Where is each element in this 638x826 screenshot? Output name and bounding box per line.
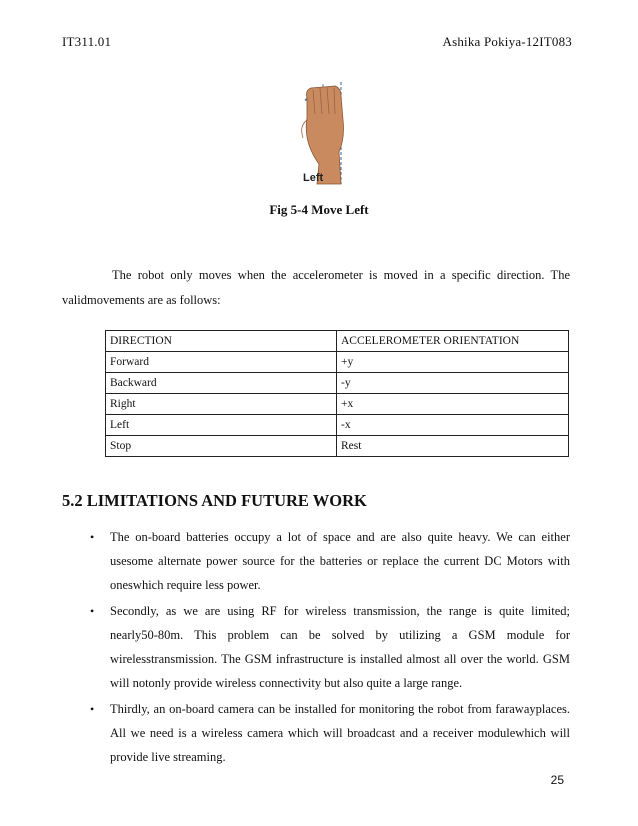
bullet-icon: • [90, 604, 95, 618]
table-row [106, 436, 569, 457]
table-cell: Forward [106, 352, 337, 373]
table-header-row [106, 331, 569, 352]
figure-caption: Fig 5-4 Move Left [269, 202, 369, 217]
page-number: 25 [550, 773, 564, 787]
intro-paragraph [62, 263, 570, 313]
table-cell: Rest [337, 436, 569, 457]
list-item [62, 525, 570, 597]
table-row [106, 352, 569, 373]
table-cell: -x [337, 415, 569, 436]
intro-paragraph-text: The robot only moves when the accelerometer is moved in a specific direction. The validmovements are as follows: [62, 268, 570, 307]
header-course-code: IT311.01 [62, 34, 112, 49]
list-item-text: Secondly, as we are using RF for wireless transmission, the range is quite limited; nearly50-80m. This problem can be solved by utilizing a GSM module for wirelesstransmission. The GSM infrastructure is installed almost all over the world. GSM will notonly provide wireless connectivity but also quite a large range. [110, 604, 570, 690]
list-item-text: Thirdly, an on-board camera can be installed for monitoring the robot from farawayplaces. All we need is a wireless camera which will broadcast and a receiver modulewhich will provide live streaming. [110, 702, 570, 764]
hand-tilt-left-image [283, 80, 373, 192]
list-item [62, 697, 570, 769]
section-title: 5.2 LIMITATIONS AND FUTURE WORK [62, 491, 367, 510]
table-header-cell: DIRECTION [106, 331, 337, 352]
table-cell: +x [337, 394, 569, 415]
table-cell: +y [337, 352, 569, 373]
table-row [106, 373, 569, 394]
bullet-icon: • [90, 530, 95, 544]
table-row [106, 394, 569, 415]
list-item-text: The on-board batteries occupy a lot of space and are also quite heavy. We can either usesome alternate power source for the batteries or replace the current DC Motors with oneswhich require less power. [110, 530, 570, 592]
table-row [106, 415, 569, 436]
table-header-cell: ACCELEROMETER ORIENTATION [337, 331, 569, 352]
table-cell: Backward [106, 373, 337, 394]
table-cell: Right [106, 394, 337, 415]
bullet-icon: • [90, 702, 95, 716]
figure-image-label: Left [303, 172, 324, 184]
limitations-list [62, 525, 570, 771]
direction-orientation-table [105, 330, 569, 457]
table-cell: -y [337, 373, 569, 394]
list-item [62, 599, 570, 695]
header-author: Ashika Pokiya-12IT083 [442, 34, 572, 49]
table-cell: Stop [106, 436, 337, 457]
table-cell: Left [106, 415, 337, 436]
